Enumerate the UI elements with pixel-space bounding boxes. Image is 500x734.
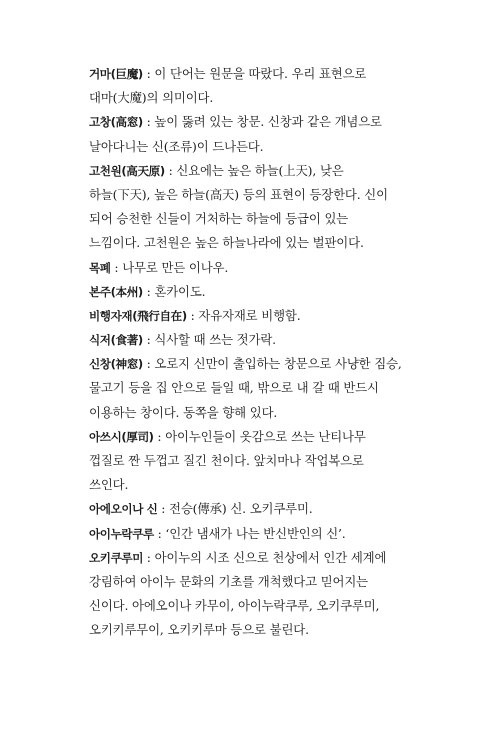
glossary-entry xyxy=(89,522,419,546)
glossary-entry xyxy=(89,497,419,521)
definition-text: : 아이누인들이 옷감으로 쓰는 난티나무 xyxy=(153,428,366,444)
glossary-term: 고창(高窓) xyxy=(89,115,143,130)
glossary-entry xyxy=(89,159,419,256)
definition-text: : 아이누의 시조 신으로 천상에서 인간 세계에 xyxy=(143,549,387,565)
definition-text: 강림하여 아이누 문화의 기초를 개척했다고 믿어지는 xyxy=(89,573,368,589)
entry-first-line xyxy=(89,62,419,86)
definition-text: : 전승(傳承) 신. 오키쿠루미. xyxy=(157,501,313,517)
entry-continuation-line xyxy=(89,376,419,400)
definition-text: 느낌이다. 고천원은 높은 하늘나라에 있는 벌판이다. xyxy=(89,235,364,251)
entry-first-line xyxy=(89,425,419,449)
definition-text: 하늘(下天), 높은 하늘(高天) 등의 표현이 등장한다. 신이 xyxy=(89,186,388,202)
entry-continuation-line xyxy=(89,135,419,159)
definition-text: : 오로지 신만이 출입하는 창문으로 사냥한 짐승, xyxy=(142,356,402,372)
glossary-term: 목폐 xyxy=(89,260,111,275)
glossary-entry xyxy=(89,328,419,352)
entry-continuation-line xyxy=(89,401,419,425)
glossary-term: 비행자재(飛行自在) xyxy=(89,308,187,323)
glossary-term: 고천원(高天原) xyxy=(89,163,165,178)
entry-first-line xyxy=(89,159,419,183)
entry-continuation-line xyxy=(89,449,419,473)
definition-text: 껍질로 짠 두껍고 질긴 천이다. 앞치마나 작업복으로 xyxy=(89,453,364,468)
definition-text: : ‘인간 냄새가 나는 반신반인의 신’. xyxy=(153,525,346,541)
entry-first-line xyxy=(89,328,419,352)
definition-text: 날아다니는 신(조류)이 드나든다. xyxy=(89,138,264,154)
glossary-entry xyxy=(89,110,419,158)
entry-continuation-line xyxy=(89,86,419,110)
definition-text: : 이 단어는 원문을 따랐다. 우리 표현으로 xyxy=(142,66,367,81)
definition-text: 되어 승천한 신들이 거처하는 하늘에 등급이 있는 xyxy=(89,211,349,227)
glossary-list xyxy=(89,62,419,643)
definition-text: 오키키루무이, 오키키루마 등으로 불린다. xyxy=(89,622,309,638)
definition-text: : 식사할 때 쓰는 젓가락. xyxy=(142,332,276,348)
entry-first-line xyxy=(89,256,419,280)
definition-text: 이용하는 창이다. 동쪽을 향해 있다. xyxy=(89,404,278,420)
glossary-entry xyxy=(89,256,419,280)
entry-continuation-line xyxy=(89,570,419,594)
entry-continuation-line xyxy=(89,207,419,231)
definition-text: : 혼카이도. xyxy=(142,283,206,299)
glossary-term: 본주(本州) xyxy=(89,284,143,299)
entry-first-line xyxy=(89,497,419,521)
entry-first-line xyxy=(89,110,419,134)
glossary-entry xyxy=(89,546,419,643)
definition-text: : 신요에는 높은 하늘(上天), 낮은 xyxy=(164,162,344,178)
glossary-entry xyxy=(89,62,419,110)
glossary-entry xyxy=(89,425,419,498)
entry-continuation-line xyxy=(89,618,419,642)
definition-text: 쓰인다. xyxy=(89,477,129,493)
entry-first-line xyxy=(89,522,419,546)
glossary-term: 아이누락쿠루 xyxy=(89,526,154,541)
entry-first-line xyxy=(89,280,419,304)
definition-text: : 나무로 만든 이나우. xyxy=(110,259,229,275)
entry-continuation-line xyxy=(89,473,419,497)
glossary-term: 아에오이나 신 xyxy=(89,502,158,517)
entry-continuation-line xyxy=(89,594,419,618)
entry-continuation-line xyxy=(89,183,419,207)
glossary-term: 신창(神窓) xyxy=(89,357,143,372)
glossary-entry xyxy=(89,280,419,304)
glossary-entry xyxy=(89,304,419,328)
definition-text: : 자유자재로 비행함. xyxy=(186,307,301,323)
glossary-term: 아쓰시(厚司) xyxy=(89,429,154,444)
entry-first-line xyxy=(89,352,419,376)
entry-first-line xyxy=(89,304,419,328)
definition-text: : 높이 뚫려 있는 창문. 신창과 같은 개념으로 xyxy=(142,114,382,130)
glossary-term: 오키쿠루미 xyxy=(89,550,143,565)
glossary-entry xyxy=(89,352,419,425)
glossary-term: 거마(巨魔) xyxy=(89,67,143,81)
definition-text: 신이다. 아에오이나 카무이, 아이누락쿠루, 오키쿠루미, xyxy=(89,598,380,614)
definition-text: 대마(大魔)의 의미이다. xyxy=(89,90,214,106)
entry-first-line xyxy=(89,546,419,570)
definition-text: 물고기 등을 집 안으로 들일 때, 밖으로 내 갈 때 반드시 xyxy=(89,380,379,396)
entry-continuation-line xyxy=(89,231,419,255)
glossary-term: 식저(食著) xyxy=(89,333,143,348)
